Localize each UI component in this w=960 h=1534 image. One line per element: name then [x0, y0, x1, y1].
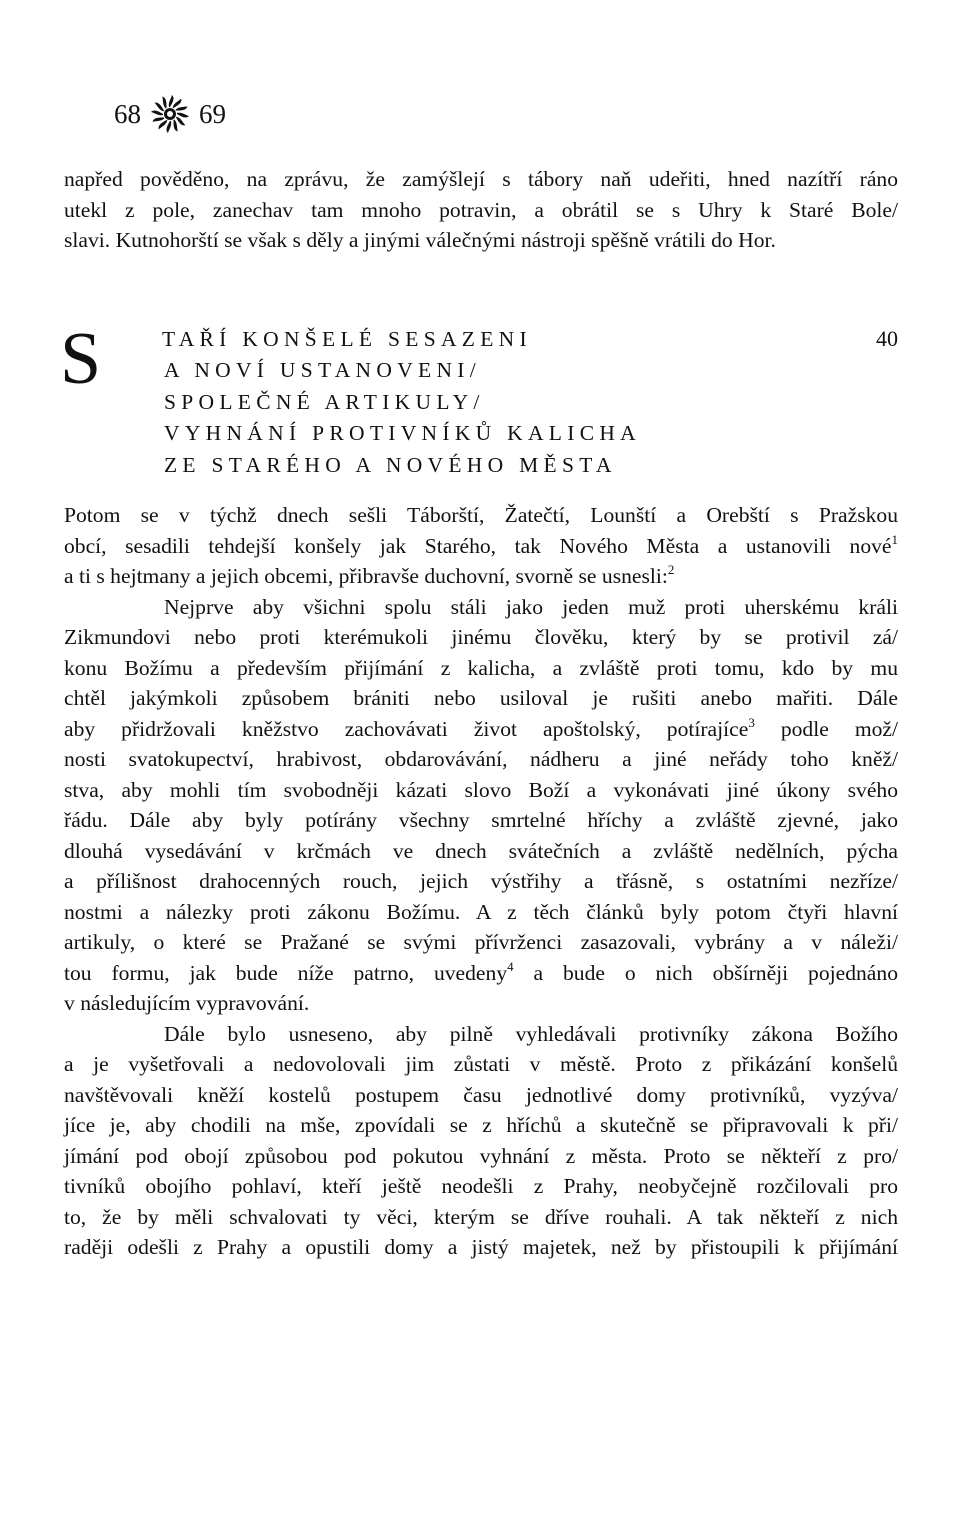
text-segment: podle mož/: [754, 716, 898, 741]
chapter-title-line: SPOLEČNÉ ARTIKULY/: [164, 389, 485, 414]
chapter-title-line: VYHNÁNÍ PROTIVNÍKŮ KALICHA: [164, 421, 641, 446]
text-line: nosti svatokupectví, hrabivost, obdarovávání, nádheru a jiné neřády toho kněž/: [64, 747, 898, 771]
drop-cap: S: [60, 318, 102, 400]
chapter-title-line: A NOVÍ USTANOVENI/: [164, 358, 482, 383]
chapter-body: [64, 500, 898, 1263]
text-line: a je vyšetřovali a nedovolovali jim zůstati v městě. Proto z přikázání konšelů: [64, 1052, 898, 1076]
right-page-number: 69: [199, 98, 226, 129]
text-line: to, že by měli schvalovati ty věci, kterým se dříve rouhali. A tak někteří z nich: [64, 1204, 898, 1229]
text-line: Nejprve aby všichni spolu stáli jako jeden muž proti uherskému králi: [164, 594, 898, 619]
text-line: Dále bylo usneseno, aby pilně vyhledávali protivníky zákona Božího: [164, 1021, 898, 1046]
footnote-marker[interactable]: 3: [748, 714, 755, 730]
text-line: navštěvovali kněží kostelů postupem času jednotlivé domy protivníků, vyzýva/: [64, 1082, 898, 1107]
chapter-title-line: TAŘÍ KONŠELÉ SESAZENI: [162, 327, 532, 351]
text-line: utekl z pole, zanechav tam mnoho potravin, a obrátil se s Uhry k Staré Bole/: [64, 197, 898, 222]
text-line: jíce je, aby chodili na mše, zpovídali se z hříchů a skutečně se připravovali k při/: [64, 1113, 898, 1137]
chapter-heading: [60, 318, 900, 488]
text-line: a přílišnost drahocenných rouch, jejich výstřihy a třásně, s ostatními nezřízе/: [64, 869, 898, 893]
text-line: v následujícím vypravování.: [64, 991, 310, 1015]
text-segment: tou formu, jak bude níže patrno, uvedeny: [64, 960, 508, 985]
rosette-ornament-icon: [147, 94, 193, 134]
text-line: dlouhá vysedávání v krčmách ve dnech svátečních a zvláště nedělních, pýcha: [64, 838, 898, 863]
footnote-marker[interactable]: 2: [667, 562, 675, 577]
text-line: Zikmundovi nebo proti kterémukoli jinému člověku, který by se protivil zá/: [64, 625, 898, 649]
text-segment: a ti s hejtmany a jejich obcemi, přibravše duchovní, svorně se usnesli:: [64, 564, 668, 588]
text-line: [64, 958, 898, 989]
text-line: nostmi a nálezky proti zákonu Božímu. A z těch článků byly potom čtyři hlavní: [64, 899, 898, 924]
text-line: [64, 561, 898, 592]
text-line: Potom se v týchž dnech sešli Táborští, Žatečtí, Lounští a Orebští s Pražskou: [64, 503, 898, 527]
text-line: artikuly, o které se Pražané se svými přívrženci zasazovali, vybrány a v náleži/: [64, 930, 898, 954]
running-head: [114, 92, 226, 136]
text-line: raději odešli z Prahy a opustili domy a jistý majetek, než by přistoupili k přijímání: [64, 1235, 898, 1259]
text-line: napřed pověděno, na zprávu, že zamýšlejí s tábory naň udeřiti, hned nazítří ráno: [64, 167, 898, 191]
footnote-marker[interactable]: 4: [507, 958, 514, 974]
chapter-number: 40: [876, 326, 898, 351]
text-line: konu Božímu a především přijímání z kalicha, a zvláště proti tomu, kdo by mu: [64, 655, 898, 680]
text-segment: aby přidržovali kněžstvo zachovávati život apoštolský, potírajíce: [64, 716, 749, 741]
chapter-title-line: ZE STARÉHO A NOVÉHO MĚSTA: [164, 452, 617, 477]
text-line: [64, 714, 898, 745]
text-line: chtěl jakýmkoli způsobem brániti nebo usiloval je rušiti anebo mařiti. Dále: [64, 686, 898, 710]
text-line: řádu. Dále aby byly potírány všechny smrtelné hříchy a zvláště zjevné, jako: [64, 808, 898, 832]
text-segment: a bude o nich obšírněji pojednáno: [513, 960, 898, 985]
chapter-title: [164, 324, 641, 481]
text-line: [64, 531, 898, 562]
text-line: slavi. Kutnohorští se však s děly a jinými válečnými nástroji spěšně vrátili do Hor.: [64, 228, 776, 252]
footnote-marker[interactable]: 1: [891, 531, 898, 547]
text-line: jímání pod obojí způsobou pod pokutou vyhnání z města. Proto se někteří z pro/: [64, 1143, 898, 1168]
text-segment: obcí, sesadili tehdejší konšely jak Starého, tak Nového Města a ustanovili nové: [64, 533, 892, 558]
text-line: tivníků obojího pohlaví, kteří ještě neodešli z Prahy, neobyčejně rozčilovali pro: [64, 1174, 898, 1198]
left-page-number: 68: [114, 98, 141, 129]
continued-paragraph: [64, 164, 898, 256]
text-line: stva, aby mohli tím svobodněji kázati slovo Boží a vykonávati jiné úkony svého: [64, 777, 898, 802]
